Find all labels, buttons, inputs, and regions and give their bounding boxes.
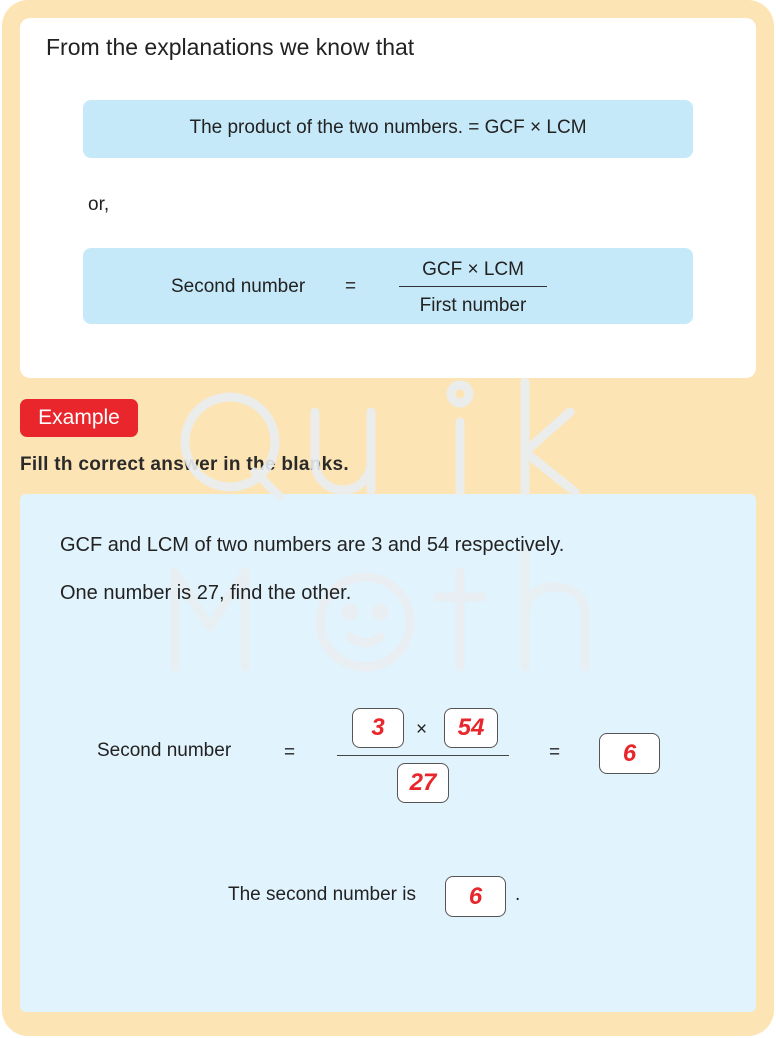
question-line-1: GCF and LCM of two numbers are 3 and 54 respectively. (60, 534, 565, 556)
work-equals-2: = (549, 742, 561, 763)
explanation-card (20, 18, 756, 378)
second-number-formula-box (83, 248, 693, 324)
lcm-answer-box[interactable]: 54 (444, 708, 498, 748)
formula-numerator: GCF × LCM (422, 259, 524, 280)
first-number-answer-box[interactable]: 27 (397, 763, 449, 803)
work-equals-1: = (284, 742, 296, 763)
times-sign: × (416, 719, 428, 740)
product-formula-box (83, 100, 693, 158)
question-line-2: One number is 27, find the other. (60, 582, 352, 604)
product-formula: The product of the two numbers. = GCF × LCM (189, 117, 587, 138)
fraction-bar (399, 286, 547, 287)
example-badge: Example (20, 399, 138, 437)
conclusion-period: . (515, 884, 521, 905)
conclusion-text: The second number is (228, 884, 416, 905)
intro-text: From the explanations we know that (46, 34, 415, 60)
work-lhs: Second number (97, 740, 232, 761)
gcf-answer-box[interactable]: 3 (352, 708, 404, 748)
conclusion-answer-box[interactable]: 6 (445, 876, 506, 917)
work-fraction-bar (337, 755, 509, 756)
result-answer-box[interactable]: 6 (599, 733, 660, 774)
formula-equals: = (345, 276, 357, 297)
formula-denominator: First number (419, 295, 527, 316)
or-text: or, (88, 194, 110, 215)
formula-lhs: Second number (171, 276, 306, 297)
instruction-text: Fill th correct answer in the blanks. (20, 454, 349, 475)
